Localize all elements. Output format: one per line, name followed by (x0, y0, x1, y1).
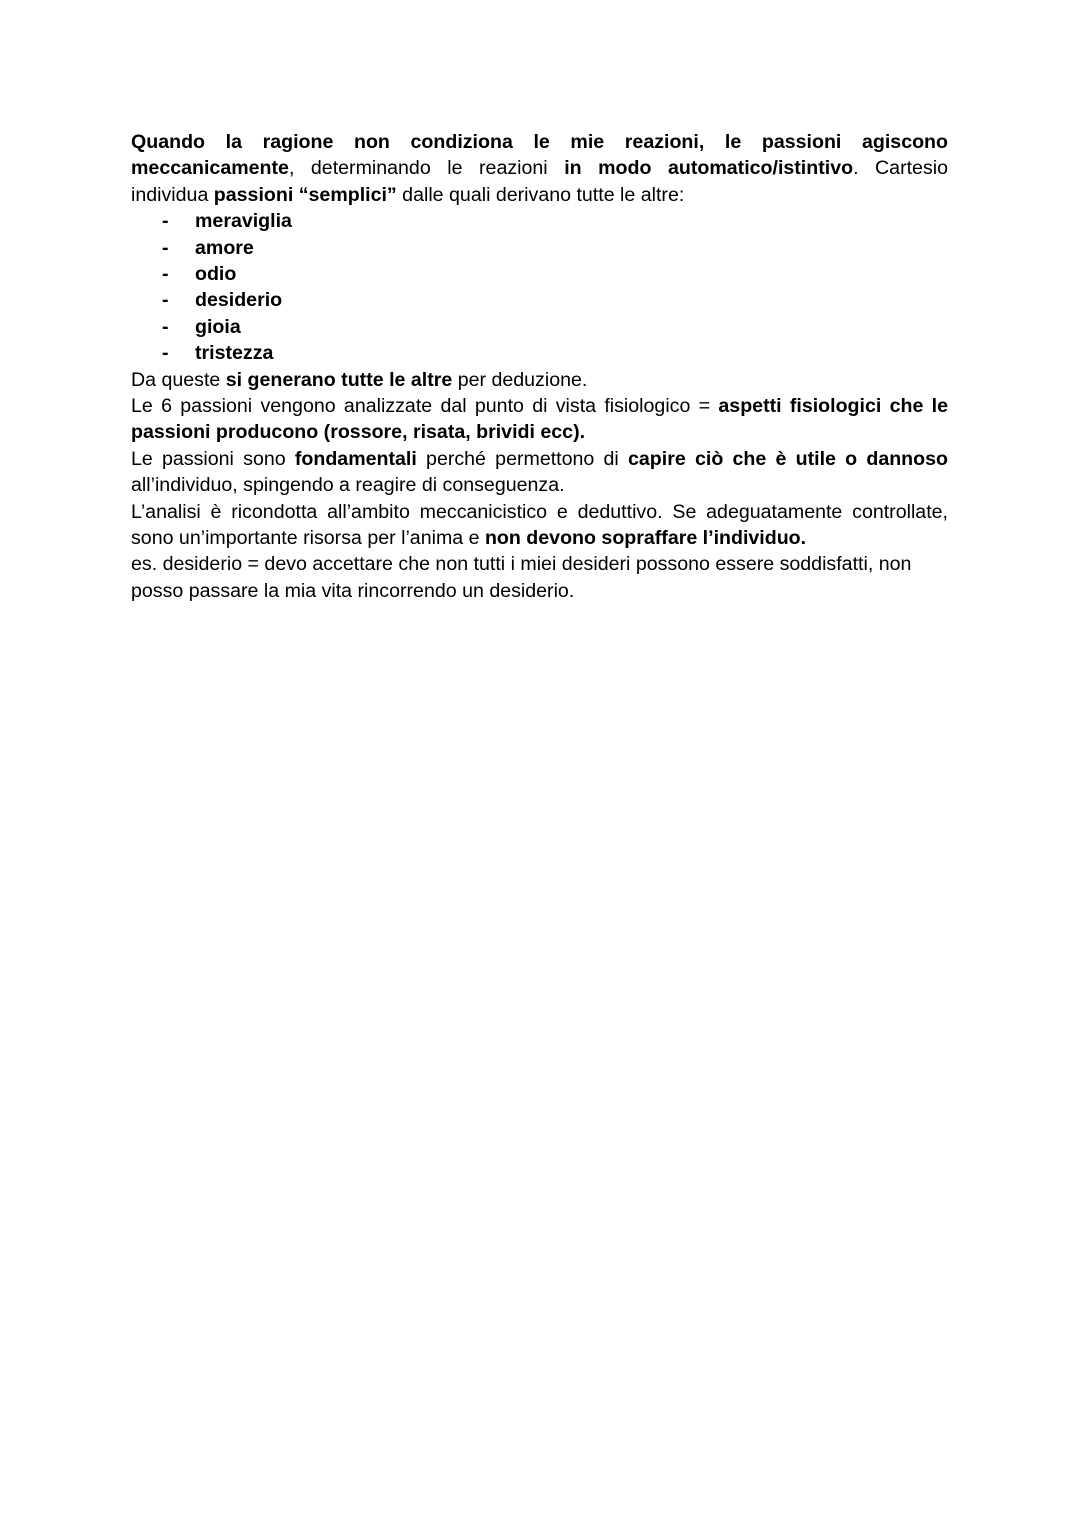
fondamentali-paragraph (131, 446, 948, 499)
intro-text-3: dalle quali derivano tutte le altre: (396, 183, 685, 206)
fisiologico-paragraph (131, 393, 948, 446)
fondamentali-bold-2: capire ciò che è utile o dannoso (628, 447, 948, 470)
list-item (131, 314, 948, 340)
intro-bold-mode: in modo automatico/istintivo (564, 157, 854, 180)
list-dash: - (162, 342, 169, 365)
list-item (131, 235, 948, 261)
intro-bold-semplici: passioni “semplici” (213, 183, 397, 206)
fondamentali-text-2: perché permettono di (416, 447, 629, 470)
passion-label: amore (195, 236, 254, 259)
list-dash: - (162, 315, 169, 338)
passion-label: desiderio (195, 289, 283, 312)
fondamentali-bold-1: fondamentali (294, 447, 417, 470)
analisi-bold: non devono sopraffare l’individuo. (484, 527, 807, 549)
fisiologico-text: Le 6 passioni vengono analizzate dal punto di vista fisiologico = (131, 394, 719, 417)
list-item (131, 261, 948, 287)
analisi-text: L’analisi è ricondotta all’ambito meccanicistico e deduttivo. Se adeguatamente controllate, sono un’importante risorsa per l’anima e (131, 500, 948, 549)
passion-label: gioia (195, 315, 241, 338)
list-dash: - (162, 210, 169, 233)
fisiologico-bold: aspetti fisiologici che le passioni producono (rossore, risata, brividi ecc). (131, 394, 948, 444)
deduzione-text-2: per deduzione. (452, 368, 588, 391)
list-dash: - (162, 263, 169, 285)
fondamentali-text-1: Le passioni sono (131, 447, 295, 470)
list-dash: - (162, 236, 169, 259)
fondamentali-text-3: all’individuo, spingendo a reagire di conseguenza. (131, 474, 565, 497)
esempio-text: es. desiderio = devo accettare che non tutti i miei desideri possono essere soddisfatti, non posso passare la mia vita rincorrendo un desiderio. (131, 553, 912, 602)
document-page (131, 129, 948, 604)
list-item (131, 340, 948, 366)
deduzione-bold: si generano tutte le altre (225, 368, 453, 391)
passion-label: meraviglia (195, 210, 292, 233)
list-item (131, 287, 948, 313)
esempio-paragraph (131, 551, 948, 604)
analisi-paragraph (131, 499, 948, 552)
intro-bold-lead: Quando la ragione non condiziona le mie reazioni, le passioni agiscono meccanicamente (131, 131, 948, 180)
deduzione-text-1: Da queste (131, 368, 226, 391)
passions-list (131, 208, 948, 366)
list-dash: - (162, 289, 169, 312)
passion-label: tristezza (195, 342, 274, 365)
passion-label: odio (195, 263, 237, 285)
intro-text-2: . Cartesio individua (131, 157, 948, 206)
deduzione-paragraph (131, 367, 948, 393)
intro-text-1: , determinando le reazioni (288, 157, 565, 180)
list-item (131, 208, 948, 234)
intro-paragraph (131, 129, 948, 208)
